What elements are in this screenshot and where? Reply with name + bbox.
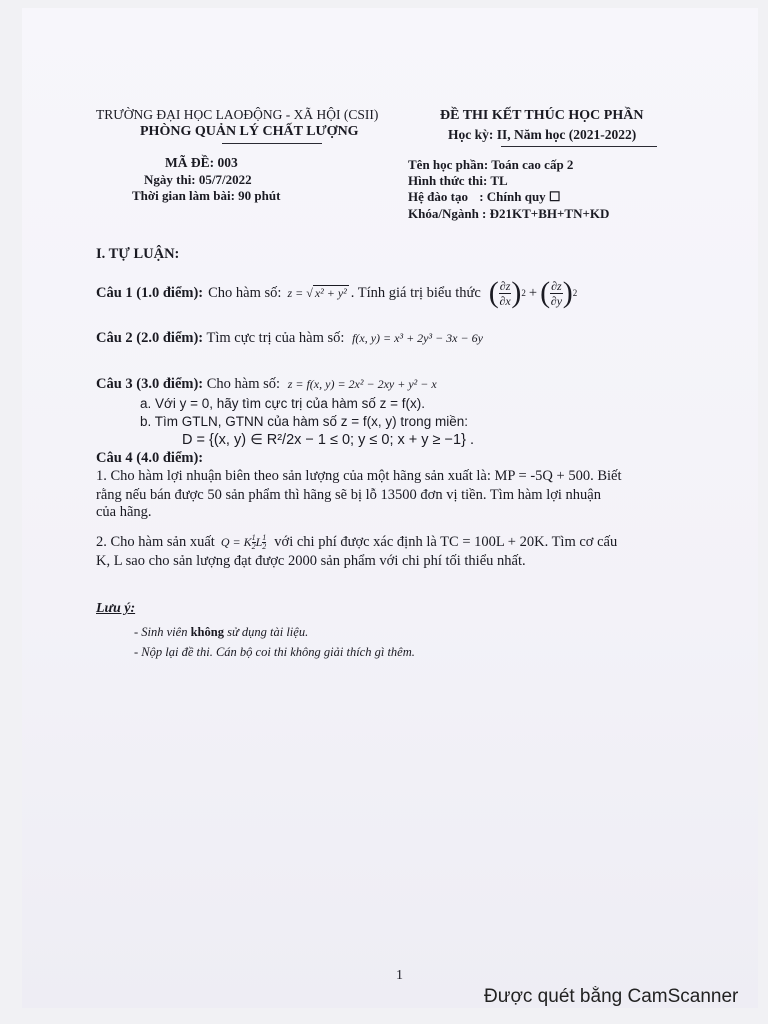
- office-name: PHÒNG QUẢN LÝ CHẤT LƯỢNG: [140, 124, 359, 139]
- training-value: : Chính quy ☐: [479, 189, 561, 204]
- q3-part-a: a. Với y = 0, hãy tìm cực trị của hàm số z = f(x).: [140, 396, 425, 411]
- q1-radicand: x² + y²: [314, 285, 347, 300]
- note-title: Lưu ý:: [96, 601, 136, 616]
- q4-p2-formula-q: Q = K: [220, 535, 252, 549]
- course-name: Tên học phần: Toán cao cấp 2: [408, 157, 574, 172]
- q3-label: Câu 3 (3.0 điểm):: [96, 376, 204, 392]
- q4-p1-line3: của hãng.: [96, 504, 152, 520]
- q4-p2-line1: [96, 534, 617, 551]
- q3-domain: D = {(x, y) ∈ R²/2x − 1 ≤ 0; y ≤ 0; x + y ≥ −1} .: [182, 432, 474, 448]
- q1-text-b: . Tính giá trị biểu thức: [350, 284, 481, 301]
- cohort: Khóa/Ngành : Đ21KT+BH+TN+KD: [408, 206, 610, 221]
- semester: [448, 127, 636, 143]
- q4-p2-rest: với chi phí được xác định là TC = 100L + 20K. Tìm cơ cấu: [274, 534, 618, 550]
- q4-p2-line2: K, L sao cho sản lượng đạt được 2000 sản phẩm với chi phí tối thiểu nhất.: [96, 553, 526, 569]
- q3-text: Cho hàm số:: [206, 376, 281, 392]
- l-exp-num: 1: [262, 533, 267, 542]
- q2-formula: f(x, y) = x³ + 2y³ − 3x − 6y: [352, 331, 483, 345]
- page-number: 1: [396, 968, 403, 983]
- q4-p1-line1: 1. Cho hàm lợi nhuận biên theo sản lượng của một hãng sản xuất là: MP = -5Q + 500. Biết: [96, 468, 622, 484]
- semester-prefix: Học kỳ:: [448, 127, 497, 142]
- training-type: [408, 189, 561, 205]
- q2-text: Tìm cực trị của hàm số:: [206, 330, 345, 346]
- question-1: [96, 278, 577, 308]
- exam-code: MÃ ĐỀ: 003: [165, 155, 238, 170]
- note-line1-bold: không: [190, 625, 224, 639]
- question-2: [96, 330, 483, 347]
- q4-p2-prefix: 2. Cho hàm sản xuất: [96, 534, 215, 550]
- q4-p2-formula-l: L: [255, 535, 263, 549]
- section-title: I. TỰ LUẬN:: [96, 246, 180, 262]
- q3-part-b: b. Tìm GTLN, GTNN của hàm số z = f(x, y) trong miền:: [140, 414, 468, 429]
- semester-underline: [501, 146, 657, 147]
- q1-formula: z = √ x² + y²: [287, 285, 347, 300]
- training-label: Hệ đào tạo: [408, 189, 468, 204]
- q1-expression: ( $\frac{\partial z}{\partial x}$ ) 2 + ( $\frac{\partial z}{\partial y}$ ) 2: [488, 276, 578, 309]
- k-exp-num: 1: [251, 533, 256, 542]
- k-exp-den: 2: [251, 542, 256, 551]
- exam-title: ĐỀ THI KẾT THÚC HỌC PHẦN: [440, 108, 644, 123]
- exam-duration: Thời gian làm bài: 90 phút: [132, 188, 281, 203]
- q1-formula-lhs: z =: [287, 285, 307, 300]
- semester-value: II, Năm học (2021-2022): [496, 127, 637, 142]
- university-name: TRƯỜNG ĐẠI HỌC LAOĐỘNG - XÃ HỘI (CSII): [96, 107, 379, 122]
- q2-label: Câu 2 (2.0 điểm):: [96, 330, 204, 346]
- scanner-watermark: Được quét bằng CamScanner: [484, 986, 739, 1007]
- question-3: [96, 376, 437, 393]
- note-line1-c: sử dụng tài liệu.: [223, 625, 309, 639]
- q1-label: Câu 1 (1.0 điểm):: [96, 284, 204, 301]
- q3-formula: z = f(x, y) = 2x² − 2xy + y² − x: [287, 377, 437, 391]
- office-underline: [222, 143, 322, 144]
- q4-label: Câu 4 (4.0 điểm):: [96, 450, 204, 466]
- note-line1-a: - Sinh viên: [134, 625, 191, 639]
- note-line-1: [134, 625, 308, 640]
- l-exp-den: 2: [262, 542, 267, 551]
- q4-p2-formula: [221, 534, 266, 551]
- exam-date: Ngày thi: 05/7/2022: [144, 172, 252, 187]
- l-exponent: [262, 534, 266, 551]
- q1-text-a: Cho hàm số:: [208, 284, 282, 301]
- q4-p1-line2: rằng nếu bán được 50 sản phẩm thì hãng sẽ bị lỗ 13500 đơn vị tiền. Tìm hàm lợi nhuận: [96, 487, 601, 503]
- note-line-2: - Nộp lại đề thi. Cán bộ coi thi không giải thích gì thêm.: [134, 645, 415, 659]
- exam-form: Hình thức thi: TL: [408, 173, 508, 188]
